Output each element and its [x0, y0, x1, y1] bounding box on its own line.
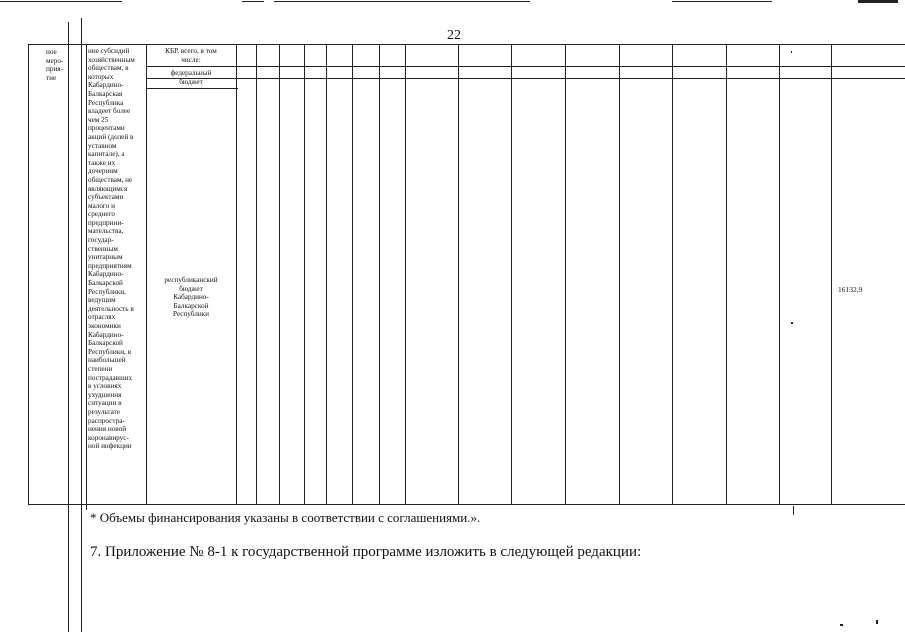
row-divider-1: [146, 66, 905, 67]
table-bottom-border: [28, 504, 905, 505]
scan-mark-1: [791, 322, 793, 324]
top-corner-mark: [858, 0, 898, 3]
margin-rule-1: [68, 22, 69, 632]
col-line-12: [511, 44, 512, 504]
col-line-7: [326, 44, 327, 504]
top-rule-middle: [274, 1, 530, 2]
top-rule-dash: [242, 1, 264, 2]
appendix-instruction: 7. Приложение № 8-1 к государственной программе изложить в следующей редакции:: [90, 544, 642, 560]
margin-rule-2: [81, 18, 82, 632]
col-line-17: [779, 44, 780, 504]
scan-mark-5: [876, 620, 878, 624]
col-line-0: [28, 44, 29, 504]
col-line-14: [619, 44, 620, 504]
source-federal-cell: федеральный бюджет: [170, 69, 212, 86]
col-line-5: [279, 44, 280, 504]
col-line-9: [379, 44, 380, 504]
top-rule-right: [672, 1, 772, 2]
col-line-10: [405, 44, 406, 504]
financing-footnote: * Объемы финансирования указаны в соответствии с соглашениями.».: [90, 510, 481, 525]
scan-mark-3: [793, 506, 794, 515]
col-line-6: [304, 44, 305, 504]
source-republic-cell: республиканский бюджет Кабардино- Балкарской Республики: [164, 276, 218, 319]
source-kbr-cell: КБР, всего, в том числе:: [165, 47, 217, 64]
row-divider-3: [146, 88, 238, 89]
col-line-13: [565, 44, 566, 504]
table-top-border: [28, 44, 905, 45]
scan-mark-2: [791, 51, 792, 53]
col-line-15: [672, 44, 673, 504]
page-number: 22: [447, 28, 461, 43]
col-line-18: [831, 44, 832, 504]
event-type-cell: ное меро- прия- тие: [46, 48, 64, 82]
col-line-11: [458, 44, 459, 504]
col-line-8: [352, 44, 353, 504]
col-line-2: [146, 44, 147, 504]
top-rule-left: [0, 1, 122, 2]
event-description-cell: ние субсидий хозяйственным обществам, в которых Кабардино- Балкарская Республика владеет более чем 25 процентами акций (долей в уставном капитале), а также их дочерним обществам, не являющимся субъектами малого и среднего предприни- мательства, государ- ственным унитарным предприятиям Кабардино- Балкарской Республики, ведущим деятельность в отраслях экономики Кабардино- Балкарской Республики, в наибольшей степени пострадавших в условиях ухудшения ситуации в результате распростра- нения новой коронавирус- ной инфекции: [88, 47, 135, 451]
scan-mark-4: [840, 624, 843, 626]
col-line-16: [726, 44, 727, 504]
republic-budget-value: 16132,9: [838, 285, 863, 294]
col-line-1: [86, 44, 87, 510]
col-line-4: [256, 44, 257, 504]
row-divider-2: [146, 78, 905, 79]
col-line-3: [236, 44, 237, 504]
